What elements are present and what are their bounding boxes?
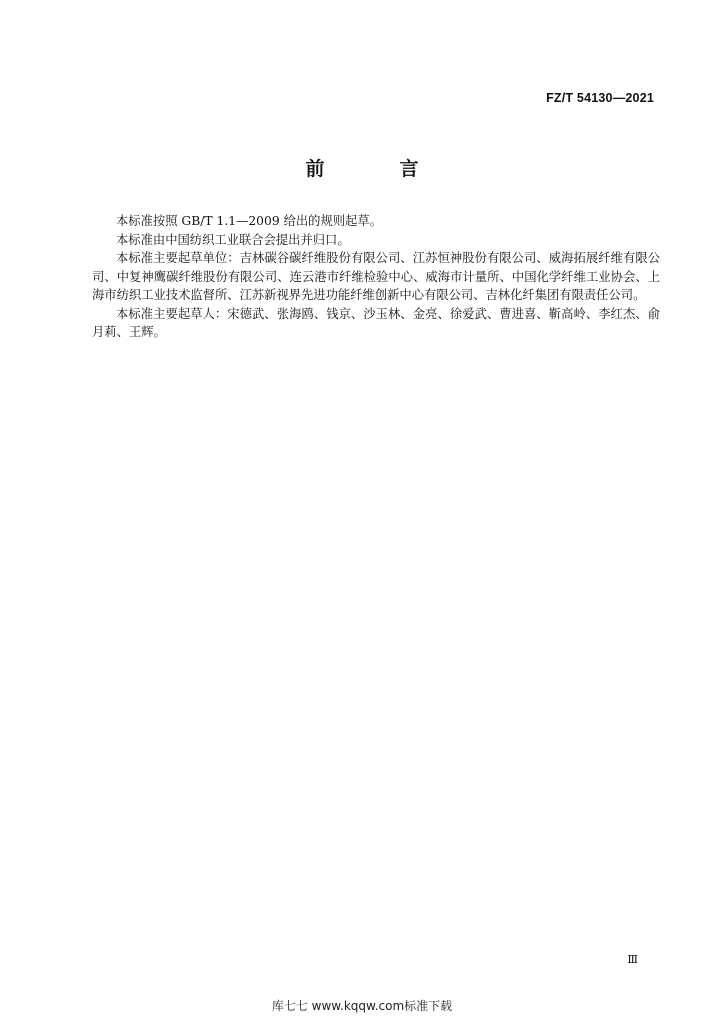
paragraph-drafters: 本标准主要起草人：宋德武、张海鸥、钱京、沙玉林、金亮、徐爱武、曹进喜、靳高岭、李红杰、俞月莉、王辉。 xyxy=(92,306,660,339)
foreword-body xyxy=(92,212,660,342)
footer-watermark: 库七七 www.kqqw.com标准下载 xyxy=(271,999,453,1013)
standard-code: FZ/T 54130—2021 xyxy=(546,91,654,105)
page-number: Ⅲ xyxy=(627,953,638,966)
page-title: 前 言 xyxy=(305,158,447,180)
paragraph-proposer: 本标准由中国纺织工业联合会提出并归口。 xyxy=(116,232,350,247)
paragraph-drafting-rules: 本标准按照 GB/T 1.1—2009 给出的规则起草。 xyxy=(116,214,382,228)
paragraph-drafting-units: 本标准主要起草单位：吉林碳谷碳纤维股份有限公司、江苏恒神股份有限公司、威海拓展纤维有限公司、中复神鹰碳纤维股份有限公司、连云港市纤维检验中心、威海市计量所、中国化学纤维工业协会、上海市纺织工业技术监督所、江苏新视界先进功能纤维创新中心有限公司、吉林化纤集团有限责任公司。 xyxy=(92,251,660,302)
